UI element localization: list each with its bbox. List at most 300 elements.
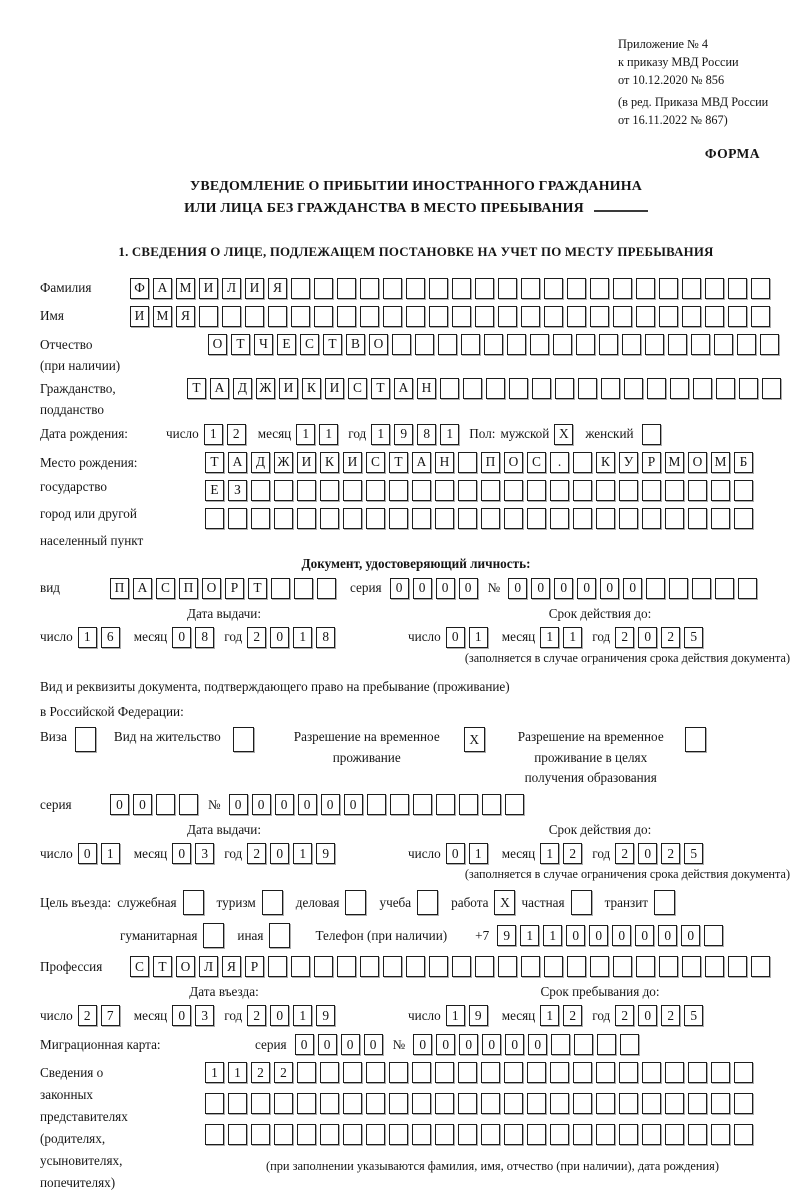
char-cell[interactable] (228, 1124, 247, 1145)
char-cell[interactable] (645, 334, 664, 355)
char-cell[interactable] (544, 278, 563, 299)
char-cell[interactable] (573, 1062, 592, 1083)
char-cell[interactable] (714, 334, 733, 355)
char-cell[interactable] (475, 278, 494, 299)
char-cell[interactable] (228, 1093, 247, 1114)
char-cell[interactable]: 1 (563, 627, 582, 648)
char-cell[interactable] (314, 306, 333, 327)
char-cell[interactable] (484, 334, 503, 355)
char-cell[interactable] (429, 278, 448, 299)
char-cell[interactable] (498, 306, 517, 327)
char-cell[interactable] (751, 278, 770, 299)
char-cell[interactable] (705, 306, 724, 327)
char-cell[interactable] (297, 480, 316, 501)
char-cell[interactable]: 2 (251, 1062, 270, 1083)
char-cell[interactable] (669, 578, 688, 599)
char-cell[interactable] (297, 1124, 316, 1145)
char-cell[interactable]: 0 (600, 578, 619, 599)
char-cell[interactable]: 2 (227, 424, 246, 445)
char-cell[interactable] (205, 508, 224, 529)
char-cell[interactable] (389, 508, 408, 529)
char-cell[interactable]: 1 (520, 925, 539, 946)
char-cell[interactable] (435, 1124, 454, 1145)
char-cell[interactable] (504, 480, 523, 501)
char-cell[interactable]: 0 (554, 578, 573, 599)
char-cell[interactable] (366, 480, 385, 501)
char-cell[interactable]: О (369, 334, 388, 355)
char-cell[interactable] (435, 1062, 454, 1083)
char-cell[interactable]: И (279, 378, 298, 399)
char-cell[interactable] (636, 306, 655, 327)
char-cell[interactable] (366, 1124, 385, 1145)
char-cell[interactable] (251, 1093, 270, 1114)
char-cell[interactable] (268, 956, 287, 977)
char-cell[interactable] (205, 1124, 224, 1145)
char-cell[interactable]: 1 (293, 843, 312, 864)
char-cell[interactable] (271, 578, 290, 599)
char-cell[interactable]: А (153, 278, 172, 299)
char-cell[interactable] (406, 956, 425, 977)
char-cell[interactable]: О (176, 956, 195, 977)
char-cell[interactable] (728, 278, 747, 299)
char-cell[interactable]: А (412, 452, 431, 473)
char-cell[interactable] (573, 452, 592, 473)
char-cell[interactable]: 0 (589, 925, 608, 946)
char-cell[interactable] (573, 508, 592, 529)
char-cell[interactable]: 2 (247, 627, 266, 648)
purpose-tourism-checkbox[interactable] (262, 890, 283, 915)
char-cell[interactable] (622, 334, 641, 355)
char-cell[interactable] (567, 306, 586, 327)
char-cell[interactable] (459, 794, 478, 815)
char-cell[interactable]: Т (153, 956, 172, 977)
char-cell[interactable] (688, 508, 707, 529)
char-cell[interactable]: 3 (195, 843, 214, 864)
char-cell[interactable] (665, 480, 684, 501)
char-cell[interactable] (463, 378, 482, 399)
char-cell[interactable]: К (320, 452, 339, 473)
char-cell[interactable] (205, 1093, 224, 1114)
char-cell[interactable] (597, 1034, 616, 1055)
char-cell[interactable]: Т (231, 334, 250, 355)
char-cell[interactable]: Ф (130, 278, 149, 299)
char-cell[interactable] (314, 956, 333, 977)
char-cell[interactable]: Т (323, 334, 342, 355)
char-cell[interactable] (291, 278, 310, 299)
char-cell[interactable]: Т (248, 578, 267, 599)
char-cell[interactable]: 1 (204, 424, 223, 445)
char-cell[interactable]: 0 (531, 578, 550, 599)
purpose-study-checkbox[interactable] (417, 890, 438, 915)
char-cell[interactable] (482, 794, 501, 815)
char-cell[interactable] (521, 306, 540, 327)
char-cell[interactable] (412, 480, 431, 501)
char-cell[interactable] (337, 956, 356, 977)
char-cell[interactable] (389, 1124, 408, 1145)
char-cell[interactable] (390, 794, 409, 815)
char-cell[interactable]: Ж (256, 378, 275, 399)
char-cell[interactable]: 2 (274, 1062, 293, 1083)
char-cell[interactable]: С (156, 578, 175, 599)
char-cell[interactable] (646, 578, 665, 599)
char-cell[interactable] (438, 334, 457, 355)
char-cell[interactable]: К (596, 452, 615, 473)
char-cell[interactable]: 0 (436, 578, 455, 599)
char-cell[interactable] (360, 306, 379, 327)
char-cell[interactable] (613, 278, 632, 299)
char-cell[interactable] (458, 452, 477, 473)
char-cell[interactable]: 0 (298, 794, 317, 815)
char-cell[interactable] (274, 508, 293, 529)
char-cell[interactable]: С (527, 452, 546, 473)
char-cell[interactable]: 3 (195, 1005, 214, 1026)
char-cell[interactable] (435, 508, 454, 529)
char-cell[interactable] (429, 956, 448, 977)
char-cell[interactable]: 5 (684, 843, 703, 864)
char-cell[interactable]: 0 (577, 578, 596, 599)
char-cell[interactable]: И (199, 278, 218, 299)
char-cell[interactable]: Л (222, 278, 241, 299)
char-cell[interactable]: 1 (293, 1005, 312, 1026)
char-cell[interactable]: 9 (469, 1005, 488, 1026)
char-cell[interactable]: 1 (469, 843, 488, 864)
char-cell[interactable] (179, 794, 198, 815)
char-cell[interactable] (665, 1093, 684, 1114)
char-cell[interactable]: М (176, 278, 195, 299)
char-cell[interactable] (458, 1124, 477, 1145)
char-cell[interactable] (573, 1124, 592, 1145)
char-cell[interactable]: О (208, 334, 227, 355)
char-cell[interactable] (578, 378, 597, 399)
char-cell[interactable] (274, 480, 293, 501)
char-cell[interactable] (412, 1062, 431, 1083)
char-cell[interactable] (619, 1093, 638, 1114)
char-cell[interactable]: 1 (543, 925, 562, 946)
char-cell[interactable] (530, 334, 549, 355)
char-cell[interactable]: 0 (413, 1034, 432, 1055)
char-cell[interactable]: 0 (270, 1005, 289, 1026)
char-cell[interactable]: Т (389, 452, 408, 473)
char-cell[interactable] (507, 334, 526, 355)
char-cell[interactable] (636, 278, 655, 299)
char-cell[interactable] (668, 334, 687, 355)
char-cell[interactable] (343, 1124, 362, 1145)
char-cell[interactable] (366, 1062, 385, 1083)
char-cell[interactable] (665, 508, 684, 529)
char-cell[interactable]: 0 (623, 578, 642, 599)
char-cell[interactable]: 0 (681, 925, 700, 946)
char-cell[interactable] (458, 1093, 477, 1114)
char-cell[interactable] (728, 306, 747, 327)
char-cell[interactable]: Ж (274, 452, 293, 473)
char-cell[interactable]: 1 (440, 424, 459, 445)
char-cell[interactable] (320, 1062, 339, 1083)
char-cell[interactable] (297, 1062, 316, 1083)
char-cell[interactable] (567, 278, 586, 299)
char-cell[interactable] (573, 1093, 592, 1114)
char-cell[interactable] (251, 508, 270, 529)
char-cell[interactable] (412, 1093, 431, 1114)
char-cell[interactable]: А (228, 452, 247, 473)
char-cell[interactable]: 2 (563, 843, 582, 864)
sex-female-checkbox[interactable] (642, 424, 661, 445)
char-cell[interactable]: 1 (540, 627, 559, 648)
char-cell[interactable]: 8 (417, 424, 436, 445)
char-cell[interactable] (613, 306, 632, 327)
char-cell[interactable] (429, 306, 448, 327)
char-cell[interactable] (498, 278, 517, 299)
char-cell[interactable]: О (688, 452, 707, 473)
char-cell[interactable] (481, 480, 500, 501)
char-cell[interactable]: 0 (390, 578, 409, 599)
char-cell[interactable] (711, 1062, 730, 1083)
char-cell[interactable] (647, 378, 666, 399)
char-cell[interactable]: 1 (371, 424, 390, 445)
char-cell[interactable] (551, 1034, 570, 1055)
char-cell[interactable]: П (481, 452, 500, 473)
char-cell[interactable]: 0 (638, 843, 657, 864)
char-cell[interactable] (762, 378, 781, 399)
char-cell[interactable]: 1 (205, 1062, 224, 1083)
char-cell[interactable] (734, 480, 753, 501)
char-cell[interactable]: 2 (615, 843, 634, 864)
char-cell[interactable] (553, 334, 572, 355)
char-cell[interactable]: 0 (459, 1034, 478, 1055)
char-cell[interactable] (711, 508, 730, 529)
char-cell[interactable] (268, 306, 287, 327)
char-cell[interactable] (705, 956, 724, 977)
char-cell[interactable] (228, 508, 247, 529)
char-cell[interactable]: Ч (254, 334, 273, 355)
char-cell[interactable] (550, 508, 569, 529)
char-cell[interactable] (527, 508, 546, 529)
char-cell[interactable] (413, 794, 432, 815)
visa-checkbox[interactable] (75, 727, 96, 752)
char-cell[interactable] (659, 278, 678, 299)
char-cell[interactable]: 2 (615, 627, 634, 648)
char-cell[interactable]: Я (222, 956, 241, 977)
char-cell[interactable] (715, 578, 734, 599)
char-cell[interactable] (504, 1124, 523, 1145)
char-cell[interactable] (619, 1124, 638, 1145)
char-cell[interactable]: 1 (228, 1062, 247, 1083)
char-cell[interactable] (367, 794, 386, 815)
char-cell[interactable]: К (302, 378, 321, 399)
char-cell[interactable] (320, 1093, 339, 1114)
char-cell[interactable]: 0 (658, 925, 677, 946)
char-cell[interactable] (458, 1062, 477, 1083)
char-cell[interactable]: 0 (612, 925, 631, 946)
char-cell[interactable]: 0 (172, 1005, 191, 1026)
char-cell[interactable]: 0 (344, 794, 363, 815)
char-cell[interactable]: Р (245, 956, 264, 977)
char-cell[interactable]: 8 (195, 627, 214, 648)
char-cell[interactable]: З (228, 480, 247, 501)
char-cell[interactable] (458, 508, 477, 529)
char-cell[interactable]: 0 (275, 794, 294, 815)
char-cell[interactable] (383, 306, 402, 327)
char-cell[interactable] (389, 1093, 408, 1114)
purpose-transit-checkbox[interactable] (654, 890, 675, 915)
char-cell[interactable] (505, 794, 524, 815)
char-cell[interactable]: А (210, 378, 229, 399)
char-cell[interactable]: 0 (528, 1034, 547, 1055)
char-cell[interactable]: 0 (638, 1005, 657, 1026)
char-cell[interactable]: 0 (318, 1034, 337, 1055)
temp-residence-education-checkbox[interactable] (685, 727, 706, 752)
char-cell[interactable]: 0 (78, 843, 97, 864)
char-cell[interactable] (711, 1093, 730, 1114)
char-cell[interactable] (527, 1124, 546, 1145)
char-cell[interactable] (590, 278, 609, 299)
char-cell[interactable] (670, 378, 689, 399)
char-cell[interactable]: 0 (413, 578, 432, 599)
char-cell[interactable] (739, 378, 758, 399)
char-cell[interactable] (245, 306, 264, 327)
purpose-business-checkbox[interactable] (345, 890, 366, 915)
char-cell[interactable] (550, 1093, 569, 1114)
char-cell[interactable] (452, 306, 471, 327)
char-cell[interactable]: П (179, 578, 198, 599)
temp-residence-checkbox[interactable]: X (464, 727, 485, 752)
char-cell[interactable] (688, 1062, 707, 1083)
char-cell[interactable] (366, 508, 385, 529)
char-cell[interactable] (475, 306, 494, 327)
char-cell[interactable]: Н (417, 378, 436, 399)
char-cell[interactable] (728, 956, 747, 977)
char-cell[interactable] (596, 1062, 615, 1083)
char-cell[interactable] (481, 508, 500, 529)
char-cell[interactable] (343, 1062, 362, 1083)
char-cell[interactable] (383, 956, 402, 977)
char-cell[interactable] (436, 794, 455, 815)
char-cell[interactable]: Т (205, 452, 224, 473)
char-cell[interactable] (274, 1124, 293, 1145)
char-cell[interactable] (521, 956, 540, 977)
char-cell[interactable] (509, 378, 528, 399)
char-cell[interactable]: 2 (247, 843, 266, 864)
char-cell[interactable] (527, 1062, 546, 1083)
char-cell[interactable] (383, 278, 402, 299)
char-cell[interactable] (688, 1093, 707, 1114)
char-cell[interactable]: И (325, 378, 344, 399)
char-cell[interactable] (337, 278, 356, 299)
char-cell[interactable] (704, 925, 723, 946)
char-cell[interactable] (620, 1034, 639, 1055)
char-cell[interactable] (555, 378, 574, 399)
char-cell[interactable]: В (346, 334, 365, 355)
char-cell[interactable]: 2 (661, 627, 680, 648)
char-cell[interactable] (412, 508, 431, 529)
char-cell[interactable] (544, 956, 563, 977)
char-cell[interactable] (458, 480, 477, 501)
char-cell[interactable] (659, 306, 678, 327)
char-cell[interactable] (360, 278, 379, 299)
char-cell[interactable]: 0 (364, 1034, 383, 1055)
char-cell[interactable] (688, 480, 707, 501)
char-cell[interactable]: 1 (469, 627, 488, 648)
char-cell[interactable] (550, 480, 569, 501)
char-cell[interactable]: 2 (661, 843, 680, 864)
char-cell[interactable] (452, 956, 471, 977)
char-cell[interactable] (642, 480, 661, 501)
char-cell[interactable] (550, 1124, 569, 1145)
char-cell[interactable]: О (504, 452, 523, 473)
char-cell[interactable]: 1 (101, 843, 120, 864)
char-cell[interactable] (156, 794, 175, 815)
char-cell[interactable]: Е (277, 334, 296, 355)
char-cell[interactable]: 2 (563, 1005, 582, 1026)
char-cell[interactable] (498, 956, 517, 977)
char-cell[interactable] (624, 378, 643, 399)
char-cell[interactable] (343, 1093, 362, 1114)
char-cell[interactable] (760, 334, 779, 355)
char-cell[interactable] (613, 956, 632, 977)
char-cell[interactable]: 5 (684, 627, 703, 648)
char-cell[interactable] (711, 480, 730, 501)
char-cell[interactable]: 0 (110, 794, 129, 815)
char-cell[interactable]: А (394, 378, 413, 399)
char-cell[interactable]: 0 (229, 794, 248, 815)
char-cell[interactable] (461, 334, 480, 355)
char-cell[interactable] (486, 378, 505, 399)
char-cell[interactable]: 7 (101, 1005, 120, 1026)
char-cell[interactable]: 0 (459, 578, 478, 599)
char-cell[interactable] (659, 956, 678, 977)
char-cell[interactable]: И (297, 452, 316, 473)
char-cell[interactable]: 0 (566, 925, 585, 946)
char-cell[interactable] (251, 1124, 270, 1145)
char-cell[interactable] (291, 956, 310, 977)
char-cell[interactable] (297, 1093, 316, 1114)
char-cell[interactable] (475, 956, 494, 977)
char-cell[interactable] (389, 480, 408, 501)
char-cell[interactable] (601, 378, 620, 399)
char-cell[interactable] (691, 334, 710, 355)
char-cell[interactable] (291, 306, 310, 327)
char-cell[interactable] (682, 956, 701, 977)
char-cell[interactable]: Я (176, 306, 195, 327)
char-cell[interactable] (596, 480, 615, 501)
char-cell[interactable] (532, 378, 551, 399)
char-cell[interactable]: 1 (78, 627, 97, 648)
char-cell[interactable] (590, 956, 609, 977)
char-cell[interactable]: М (711, 452, 730, 473)
char-cell[interactable]: 9 (497, 925, 516, 946)
char-cell[interactable]: 0 (172, 843, 191, 864)
char-cell[interactable] (360, 956, 379, 977)
char-cell[interactable] (573, 480, 592, 501)
char-cell[interactable]: А (133, 578, 152, 599)
char-cell[interactable]: М (665, 452, 684, 473)
char-cell[interactable] (452, 278, 471, 299)
char-cell[interactable]: 0 (436, 1034, 455, 1055)
char-cell[interactable] (734, 508, 753, 529)
char-cell[interactable] (504, 1062, 523, 1083)
char-cell[interactable] (550, 1062, 569, 1083)
char-cell[interactable]: 0 (508, 578, 527, 599)
char-cell[interactable] (251, 480, 270, 501)
char-cell[interactable] (734, 1062, 753, 1083)
char-cell[interactable] (682, 278, 701, 299)
char-cell[interactable] (705, 278, 724, 299)
char-cell[interactable] (716, 378, 735, 399)
char-cell[interactable] (711, 1124, 730, 1145)
char-cell[interactable] (389, 1062, 408, 1083)
char-cell[interactable]: 9 (316, 1005, 335, 1026)
char-cell[interactable] (599, 334, 618, 355)
char-cell[interactable] (320, 480, 339, 501)
